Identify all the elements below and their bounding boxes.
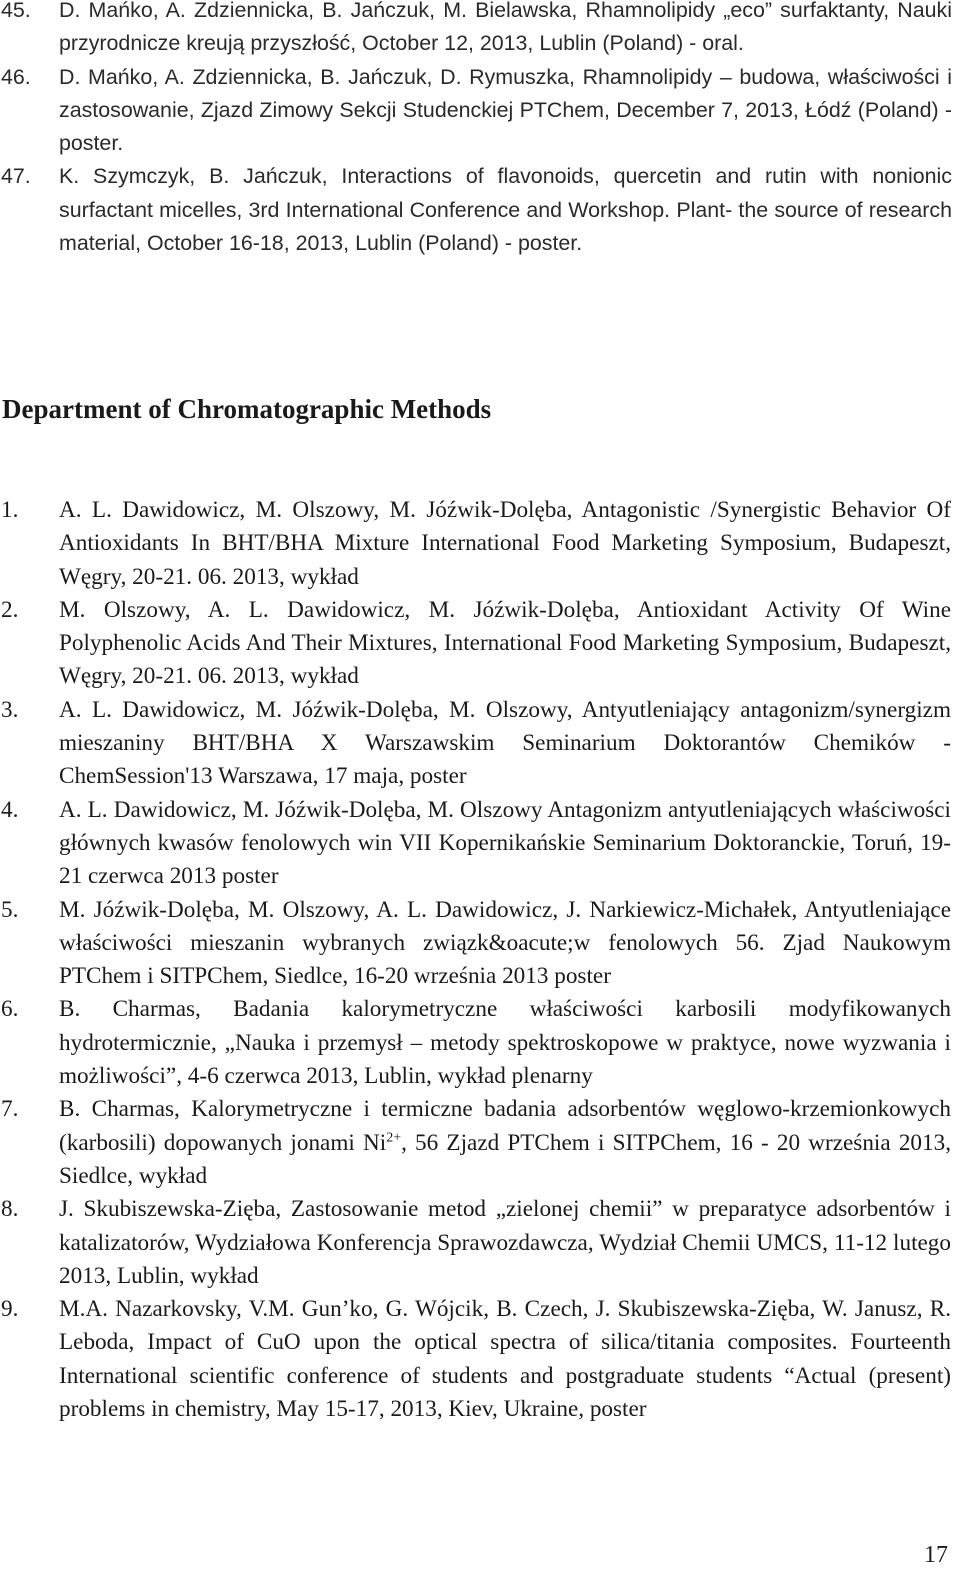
item-text: D. Mańko, A. Zdziennicka, B. Jańczuk, D. Rymuszka, Rhamnolipidy – budowa, właściwości i zastosowanie, Zjazd Zimowy Sekcji Studenckiej PTChem, December 7, 2013, Łódź (Poland) - poster. [59, 64, 952, 156]
item-number: 1. [1, 497, 19, 523]
item-number: 8. [1, 1196, 19, 1223]
list-item [0, 0, 960, 61]
publication-list-continued [0, 0, 960, 260]
item-text: M.A. Nazarkovsky, V.M. Gun’ko, G. Wójcik, B. Czech, J. Skubiszewska-Zięba, W. Janusz, R. Leboda, Impact of CuO upon the optical spectra of silica/titania composites. Fourteenth International scientific conference of students and postgraduate students “Actual (present) problems in chemistry, May 15-17, 2013, Kiev, Ukraine, poster [59, 1296, 951, 1423]
list-item [0, 61, 960, 161]
item-number: 5. [1, 896, 19, 923]
item-number: 2. [1, 596, 19, 623]
list-item [0, 993, 960, 1093]
item-text: M. Olszowy, A. L. Dawidowicz, M. Jóźwik-Dolęba, Antioxidant Activity Of Wine Polyphenolic Acids And Their Mixtures, International Food Marketing Symposium, Budapeszt, Węgry, 20-21. 06. 2013, wykład [59, 596, 951, 690]
item-text: M. Jóźwik-Dolęba, M. Olszowy, A. L. Dawidowicz, J. Narkiewicz-Michałek, Antyutleniające właściwości mieszanin wybranych związk&oacute;w fenolowych 56. Zjad Naukowym PTChem i SITPChem, Siedlce, 16-20 września 2013 poster [59, 896, 951, 990]
list-item [0, 794, 960, 894]
list-item [0, 694, 960, 794]
section-heading: Department of Chromatographic Methods [2, 394, 492, 424]
ion-charge-superscript: 2+ [386, 1129, 402, 1145]
list-item [0, 494, 960, 594]
item-number: 6. [1, 996, 19, 1023]
item-text-part: B. Charmas, Kalorymetryczne i termiczne badania adsorbentów węglowo-krzemionkowych (karbosili) dopowanych jonami Ni [59, 1096, 951, 1156]
list-item [0, 1193, 960, 1293]
item-text: A. L. Dawidowicz, M. Jóźwik-Dolęba, M. Olszowy, Antyutleniający antagonizm/synergizm mieszaniny BHT/BHA X Warszawskim Seminarium Doktorantów Chemików - ChemSession'13 Warszawa, 17 maja, poster [59, 696, 951, 790]
item-number: 47. [1, 164, 31, 189]
item-number: 45. [1, 0, 31, 22]
item-text: J. Skubiszewska-Zięba, Zastosowanie metod „zielonej chemii” w preparatyce adsorbentów i katalizatorów, Wydziałowa Konferencja Sprawozdawcza, Wydział Chemii UMCS, 11-12 lutego 2013, Lublin, wykład [59, 1196, 951, 1289]
item-number: 4. [1, 796, 19, 823]
item-text: D. Mańko, A. Zdziennicka, B. Jańczuk, M. Bielawska, Rhamnolipidy „eco” surfaktanty, Nauki przyrodnicze kreują przyszłość, October 12, 2013, Lublin (Poland) - oral. [59, 0, 952, 56]
list-item [0, 1293, 960, 1426]
item-number: 7. [1, 1096, 19, 1123]
item-number: 3. [1, 696, 19, 723]
publication-list [0, 494, 960, 1426]
list-item [0, 594, 960, 694]
item-text: A. L. Dawidowicz, M. Jóźwik-Dolęba, M. Olszowy Antagonizm antyutleniających właściwości głównych kwasów fenolowych win VII Kopernikańskie Seminarium Doktoranckie, Toruń, 19-21 czerwca 2013 poster [59, 796, 951, 890]
item-text: B. Charmas, Badania kalorymetryczne właściwości karbosili modyfikowanych hydrotermicznie, „Nauka i przemysł – metody spektroskopowe w praktyce, nowe wyzwania i możliwości”, 4-6 czerwca 2013, Lublin, wykład plenarny [59, 996, 951, 1090]
item-number: 9. [1, 1296, 19, 1323]
list-item [0, 160, 960, 260]
item-text [59, 1093, 960, 1193]
item-text-part: , 56 Zjazd PTChem i SITPChem, 16 - 20 września 2013, Siedlce, wykład [59, 1129, 951, 1189]
item-text: K. Szymczyk, B. Jańczuk, Interactions of flavonoids, quercetin and rutin with nonionic surfactant micelles, 3rd International Conference and Workshop. Plant- the source of research material, October 16-18, 2013, Lublin (Poland) - poster. [59, 164, 952, 256]
item-number: 46. [1, 64, 31, 89]
item-text: A. L. Dawidowicz, M. Olszowy, M. Jóźwik-Dolęba, Antagonistic /Synergistic Behavior Of Antioxidants In BHT/BHA Mixture International Food Marketing Symposium, Budapeszt, Węgry, 20-21. 06. 2013, wykład [59, 497, 951, 590]
list-item [0, 894, 960, 994]
list-item [0, 1093, 960, 1193]
page-number: 17 [924, 1542, 948, 1568]
